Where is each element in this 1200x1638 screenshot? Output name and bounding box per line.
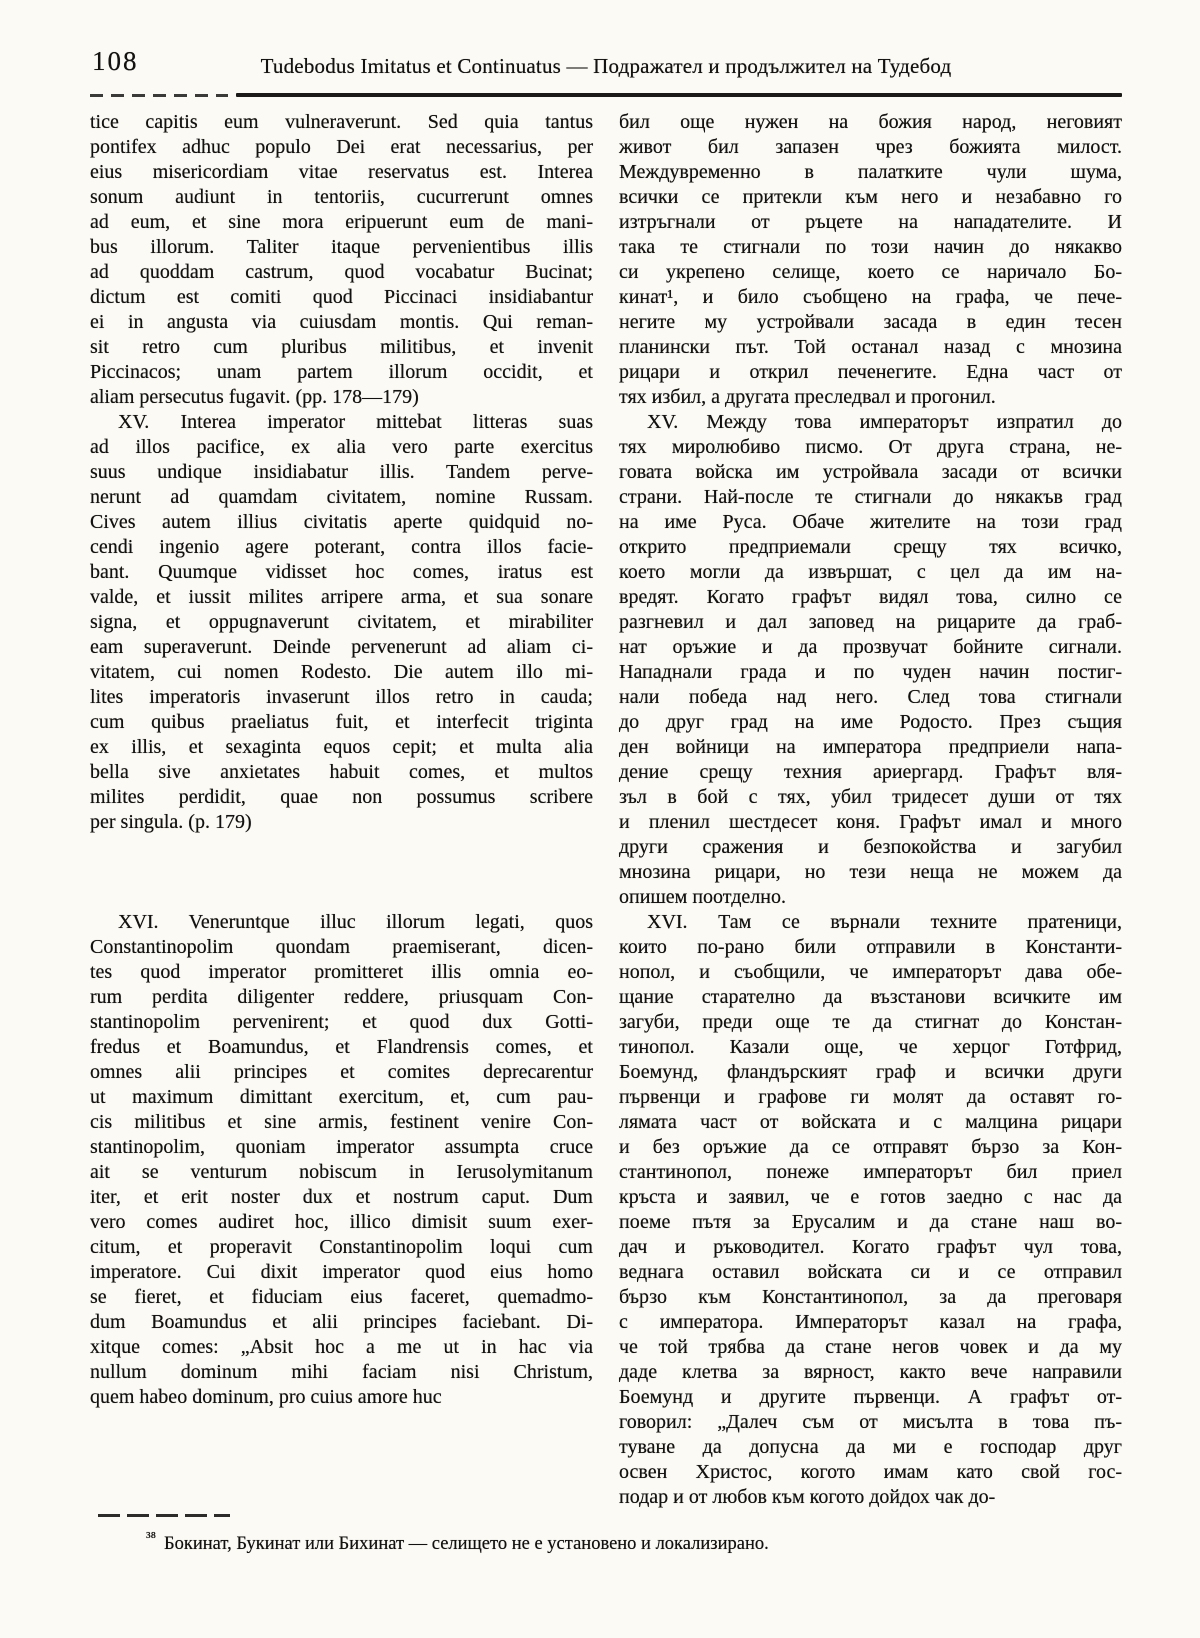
footnote-block — [90, 1514, 1122, 1555]
paragraph — [619, 910, 1122, 1510]
text-line: xitque comes: „Absit hoc a me ut in hac via — [90, 1336, 593, 1358]
text-line: освен Христос, когото имам като свой гос- — [619, 1461, 1122, 1483]
text-line: ei in angusta via cuiusdam montis. Qui reman- — [90, 311, 593, 333]
text-line: всички се притекли към него и незабавно го — [619, 186, 1122, 208]
text-line: dum Boamundus et alii principes faciebant. Di- — [90, 1311, 593, 1333]
right-column-bulgarian-text — [619, 110, 1122, 1510]
page-number: 108 — [92, 46, 139, 76]
text-line: nerunt ad quamdam civitatem, nomine Russam. — [90, 486, 593, 508]
text-line: cendi ingenio agere poterant, contra illos facie- — [90, 536, 593, 558]
text-line: на име Руса. Обаче жителите на този град — [619, 511, 1122, 533]
footnote — [146, 1529, 1122, 1555]
text-line: Боемунд, фландърският граф и всички други — [619, 1061, 1122, 1083]
text-line: ден войници на императора предприели напа- — [619, 736, 1122, 758]
text-line: мнозина рицари, но тези неща не можем да — [619, 861, 1122, 883]
text-line: бил още нужен на божия народ, неговият — [619, 111, 1122, 133]
text-line: стантинопол, понеже императорът бил приел — [619, 1161, 1122, 1183]
text-line: stantinopolim, quoniam imperator assumpta cruce — [90, 1136, 593, 1158]
text-line: щание старателно да възстанови всичките им — [619, 986, 1122, 1008]
text-line: вредят. Когато графът видял това, силно се — [619, 586, 1122, 608]
two-column-text — [90, 110, 1122, 1510]
text-line: bus illorum. Taliter itaque pervenientibus illis — [90, 236, 593, 258]
text-line: per singula. (p. 179) — [90, 811, 252, 833]
header-rule — [90, 92, 1122, 98]
text-line: нат оръжие и да прозвучат бойните сигнали. — [619, 636, 1122, 658]
text-line: bant. Quumque vidisset hoc comes, iratus est — [90, 561, 593, 583]
text-line: ut maximum dimittant exercitum, et, cum pau- — [90, 1086, 593, 1108]
text-line: тинопол. Казали още, че херцог Готфрид, — [619, 1036, 1122, 1058]
text-line: lites imperatoris invaserunt illos retro in cauda; — [90, 686, 593, 708]
text-line: aliam persecutus fugavit. (pp. 178—179) — [90, 386, 419, 408]
text-line: разгневил и дал заповед на рицарите да граб- — [619, 611, 1122, 633]
text-line: citum, et properavit Constantinopolim loqui cum — [90, 1236, 593, 1258]
text-line: живот бил запазен чрез божията милост. — [619, 136, 1122, 158]
text-line: други сражения и безпокойства и загубил — [619, 836, 1122, 858]
left-column-latin-text — [90, 110, 593, 1510]
text-line: веднага оставил войската си и се отправил — [619, 1261, 1122, 1283]
text-line: ad illos pacifice, ex alia vero parte exercitus — [90, 436, 593, 458]
text-line: опишем поотделно. — [619, 886, 786, 908]
text-line: Боемунд и другите първенци. А графът от- — [619, 1386, 1122, 1408]
text-line: tes quod imperator promitteret illis omnia eo- — [90, 961, 593, 983]
text-line: си укрепено селище, което се наричало Бо- — [619, 261, 1122, 283]
text-line: XVI. Там се върнали техните пратеници, — [647, 911, 1122, 933]
text-line: че той трябва да стане негов човек и да му — [619, 1336, 1122, 1358]
text-line: Constantinopolim quondam praemiserant, dicen- — [90, 936, 593, 958]
text-line: sonum audiunt in tentoriis, cucurrerunt omnes — [90, 186, 593, 208]
text-line: Piccinacos; unam partem illorum occidit, et — [90, 361, 593, 383]
text-line: с императора. Императорът казал на графа, — [619, 1311, 1122, 1333]
text-line: omnes alii principes et comites deprecarentur — [90, 1061, 593, 1083]
text-line: sit retro cum pluribus militibus, et invenit — [90, 336, 593, 358]
footnote-separator — [98, 1514, 230, 1517]
text-line: загуби, преди още те да стигнат до Констан- — [619, 1011, 1122, 1033]
text-line: Нападнали града и по чуден начин постиг- — [619, 661, 1122, 683]
text-line: suus undique insidiabatur illis. Tandem perve- — [90, 461, 593, 483]
text-line: кръста и заявил, че е готов заедно с нас да — [619, 1186, 1122, 1208]
paragraph — [90, 410, 593, 835]
text-line: зъл в бой с тях, убил тридесет души от тях — [619, 786, 1122, 808]
text-line: eius misericordiam vitae reservatus est. Interea — [90, 161, 593, 183]
text-line: ex illis, et sexaginta equos cepit; et multa alia — [90, 736, 593, 758]
text-line: нали победа над него. След това стигнали — [619, 686, 1122, 708]
text-line: Междувременно в палатките чули шума, — [619, 161, 1122, 183]
text-line: iter, et erit noster dux et nostrum caput. Dum — [90, 1186, 593, 1208]
footnote-text: Бокинат, Букинат или Бихинат — селището не е установено и локализирано. — [164, 1534, 769, 1555]
text-line: cum quibus praeliatus fuit, et interfecit triginta — [90, 711, 593, 733]
text-line: se fieret, et fiduciam eius faceret, quemadmo- — [90, 1286, 593, 1308]
text-line: nullum dominum mihi faciam nisi Christum, — [90, 1361, 593, 1383]
text-line: тях миролюбиво писмо. От друга страна, не- — [619, 436, 1122, 458]
text-line: vero comes audiret hoc, illico dimisit suum exer- — [90, 1211, 593, 1233]
text-line: pontifex adhuc populo Dei erat necessarius, per — [90, 136, 593, 158]
paragraph — [90, 910, 593, 1410]
text-line: страни. Най-после те стигнали до някакъв град — [619, 486, 1122, 508]
running-header-title: Tudebodus Imitatus et Continuatus — Подражател и продължител на Тудебод — [260, 54, 952, 78]
text-line: bella sive anxietates habuit comes, et multos — [90, 761, 593, 783]
header-rule-dashes — [90, 94, 228, 97]
text-line: ad eum, et sine mora eripuerunt eum de mani- — [90, 211, 593, 233]
text-line: XV. Interea imperator mittebat litteras suas — [118, 411, 593, 433]
text-line: ad quoddam castrum, quod vocabatur Bucinat; — [90, 261, 593, 283]
text-line: говорил: „Далеч съм от мисълта в това пъ- — [619, 1411, 1122, 1433]
header-rule-line — [236, 93, 1122, 97]
text-line: туване да допусна да ми е господар друг — [619, 1436, 1122, 1458]
text-line: до друг град на име Родосто. През същия — [619, 711, 1122, 733]
text-line: подар и от любов към когото дойдох чак до- — [619, 1486, 996, 1508]
text-line: което могли да извършат, с цел да им на- — [619, 561, 1122, 583]
paragraph — [90, 110, 593, 410]
text-line: нопол, и съобщили, че императорът дава обе- — [619, 961, 1122, 983]
text-line: поеме пътя за Ерусалим и да стане наш во- — [619, 1211, 1122, 1233]
footnote-marker: ³⁸ — [146, 1529, 156, 1546]
text-line: рицари и открил печенегите. Една част от — [619, 361, 1122, 383]
text-line: quem habeo dominum, pro cuius amore huc — [90, 1386, 442, 1408]
text-line: и пленил шестдесет коня. Графът имал и много — [619, 811, 1122, 833]
text-line: дение срещу техния ариергард. Графът вля- — [619, 761, 1122, 783]
text-line: XV. Между това императорът изпратил до — [647, 411, 1122, 433]
text-line: XVI. Veneruntque illuc illorum legati, quos — [118, 911, 593, 933]
text-line: ait se venturum nobiscum in Ierusolymitanum — [90, 1161, 593, 1183]
text-line: signa, et oppugnaverunt civitatem, et mirabiliter — [90, 611, 593, 633]
paragraph — [619, 110, 1122, 410]
text-line: кинат¹, и било съобщено на графа, че пече- — [619, 286, 1122, 308]
text-line: imperatore. Cui dixit imperator quod eius homo — [90, 1261, 593, 1283]
text-line: tice capitis eum vulneraverunt. Sed quia tantus — [90, 111, 593, 133]
text-line: dictum est comiti quod Piccinaci insidiabantur — [90, 286, 593, 308]
text-line: дач и ръководител. Когато графът чул това, — [619, 1236, 1122, 1258]
paragraph — [619, 410, 1122, 910]
text-line: първенци и графове ги молят да оставят го- — [619, 1086, 1122, 1108]
text-line: които по-рано били отправили в Константи- — [619, 936, 1122, 958]
text-line: негите му устройвали засада в един тесен — [619, 311, 1122, 333]
text-line: stantinopolim pervenirent; et quod dux Gotti- — [90, 1011, 593, 1033]
text-line: Cives autem illius civitatis aperte quidquid no- — [90, 511, 593, 533]
text-line: тях избил, а другата преследвал и прогонил. — [619, 386, 996, 408]
page-header — [90, 40, 1122, 88]
text-line: cis militibus et sine armis, festinent venire Con- — [90, 1111, 593, 1133]
text-line: milites perdidit, quae non possumus scribere — [90, 786, 593, 808]
text-line: fredus et Boamundus, et Flandrensis comes, et — [90, 1036, 593, 1058]
text-line: rum perdita diligenter reddere, priusquam Con- — [90, 986, 593, 1008]
text-line: и без оръжие да се отправят бързо за Кон- — [619, 1136, 1122, 1158]
text-line: изтръгнали от ръцете на нападателите. И — [619, 211, 1122, 233]
text-line: vitatem, cui nomen Rodesto. Die autem illo mi- — [90, 661, 593, 683]
text-line: лямата част от войската и с малцина рицари — [619, 1111, 1122, 1133]
text-line: бързо към Константинопол, за да преговаря — [619, 1286, 1122, 1308]
text-line: valde, et iussit milites arripere arma, et sua sonare — [90, 586, 593, 608]
text-line: така те стигнали по този начин до някакво — [619, 236, 1122, 258]
text-line: открито предприемали срещу тях всичко, — [619, 536, 1122, 558]
text-line: говата войска им устройвала засади от всички — [619, 461, 1122, 483]
text-line: eam superaverunt. Deinde pervenerunt ad aliam ci- — [90, 636, 593, 658]
text-line: даде клетва за вярност, както вече направили — [619, 1361, 1122, 1383]
text-line: планински път. Той останал назад с мнозина — [619, 336, 1122, 358]
